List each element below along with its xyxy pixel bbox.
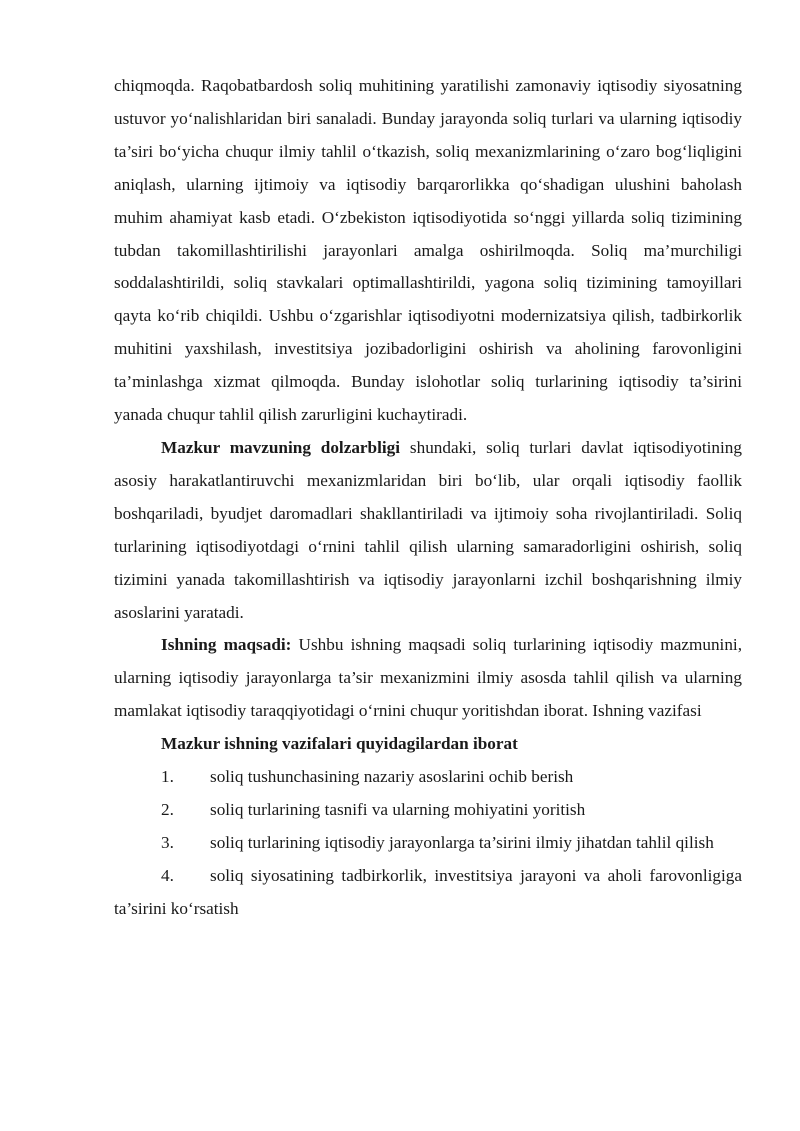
list-item <box>114 794 742 827</box>
list-item <box>114 827 742 860</box>
relevance-label: Mazkur mavzuning dolzarbligi <box>161 437 401 457</box>
document-page <box>114 70 742 926</box>
goal-text: Ushbu ishning maqsadi soliq turlarining iqtisodiy mazmunini, ularning iqtisodiy jarayonlarga ta’sir mexanizmini ilmiy asosda tahlil qilish va ularning mamlakat iqtisodiy taraqqiyotidagi o‘rnini chuqur yoritishdan iborat. Ishning vazifasi <box>114 635 742 721</box>
goal-label: Ishning maqsadi: <box>161 635 292 655</box>
list-item-number: 2. <box>161 799 174 819</box>
list-item-text: soliq siyosatining tadbirkorlik, investitsiya jarayoni va aholi farovonligiga ta’sirini ko‘rsatish <box>114 865 742 918</box>
paragraph-intro: chiqmoqda. Raqobatbardosh soliq muhitining yaratilishi zamonaviy iqtisodiy siyosatning ustuvor yo‘nalishlaridan biri sanaladi. Bunday jarayonda soliq turlari va ularning iqtisodiy ta’siri bo‘yicha chuqur ilmiy tahlil o‘tkazish, soliq mexanizmlarining o‘zaro bog‘liqligini aniqlash, ularning ijtimoiy va iqtisodiy barqarorlikka qo‘shadigan ulushini baholash muhim ahamiyat kasb etadi. O‘zbekiston iqtisodiyotida so‘nggi yillarda soliq tizimining tubdan takomillashtirilishi jarayonlari amalga oshirilmoqda. Soliq ma’murchiligi soddalashtirildi, soliq stavkalari optimallashtirildi, yagona soliq tizimining tamoyillari qayta ko‘rib chiqildi. Ushbu o‘zgarishlar iqtisodiyotni modernizatsiya qilish, tadbirkorlik muhitini yaxshilash, investitsiya jozibadorligini oshirish va aholining farovonligini ta’minlashga xizmat qilmoqda. Bunday islohotlar soliq turlarining iqtisodiy ta’sirini yanada chuqur tahlil qilish zarurligini kuchaytiradi. <box>114 76 742 425</box>
tasks-heading: Mazkur ishning vazifalari quyidagilardan iborat <box>161 734 518 754</box>
list-item <box>114 761 742 794</box>
relevance-text: shundaki, soliq turlari davlat iqtisodiyotining asosiy harakatlantiruvchi mexanizmlaridan biri bo‘lib, ular orqali iqtisodiy faollik boshqariladi, byudjet daromadlari shakllantiriladi va ijtimoiy soha rivojlantiriladi. Soliq turlarining iqtisodiyotdagi o‘rnini tahlil qilish ularning samaradorligini oshirish, soliq tizimini yanada takomillashtirish va iqtisodiy jarayonlarni izchil boshqarishning ilmiy asoslarini yaratadi. <box>114 437 742 622</box>
list-item <box>114 860 742 926</box>
list-item-number: 1. <box>161 767 174 787</box>
paragraph-relevance <box>114 432 742 629</box>
paragraph-goal <box>114 629 742 728</box>
list-item-number: 3. <box>161 832 174 852</box>
list-item-text: soliq turlarining iqtisodiy jarayonlarga ta’sirini ilmiy jihatdan tahlil qilish <box>210 832 714 852</box>
list-item-text: soliq turlarining tasnifi va ularning mohiyatini yoritish <box>210 799 586 819</box>
list-item-text: soliq tushunchasining nazariy asoslarini ochib berish <box>210 767 574 787</box>
list-item-number: 4. <box>161 865 174 885</box>
